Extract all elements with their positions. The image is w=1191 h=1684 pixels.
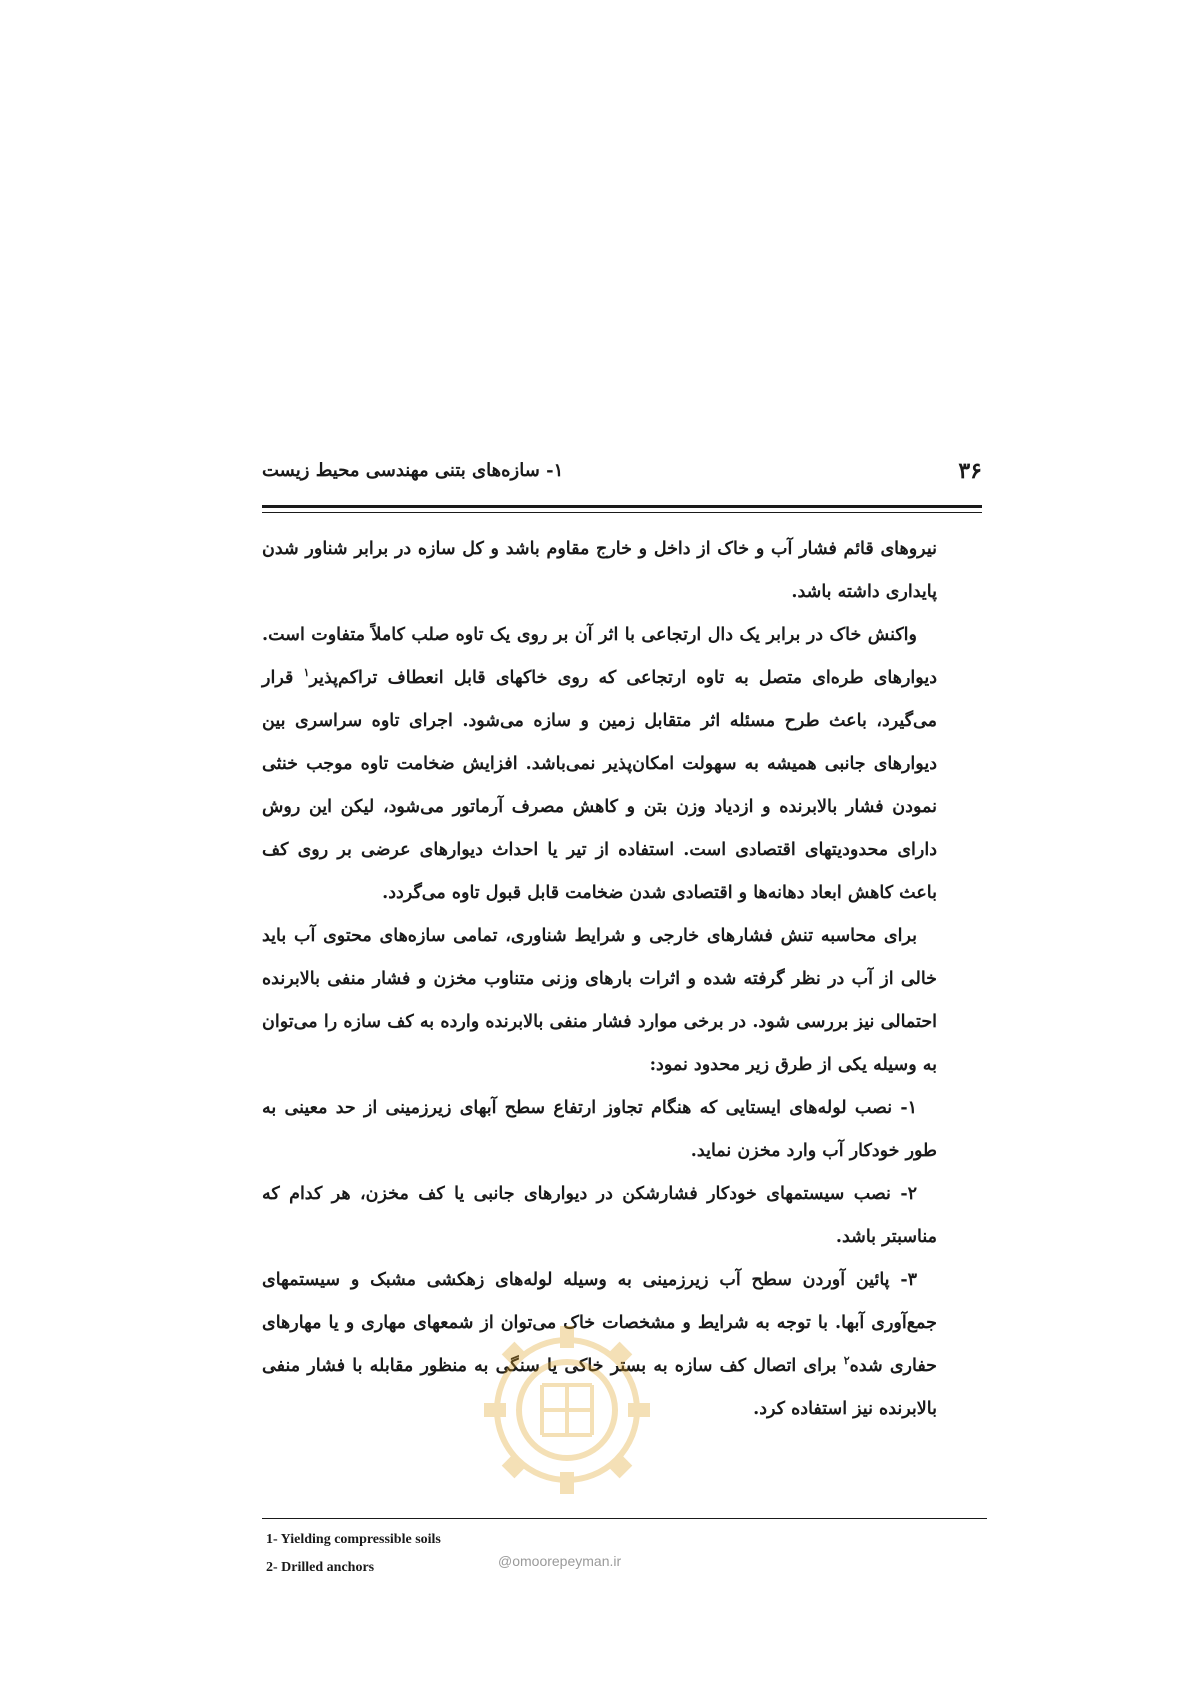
running-header	[262, 458, 982, 494]
paragraph-2-part-a: واکنش خاک در برابر یک دال ارتجاعی با اثر آن بر روی یک تاوه صلب کاملاً متفاوت است. دیوارهای طره‌ای متصل به تاوه ارتجاعی که روی خاکهای قابل انعطاف تراکم‌پذیر	[262, 625, 937, 688]
footnote-2: 2- Drilled anchors	[266, 1560, 375, 1575]
chapter-title: ۱- سازه‌های بتنی مهندسی محیط زیست	[262, 460, 564, 481]
list-item-1: ۱- نصب لوله‌های ایستایی که هنگام تجاوز ارتفاع سطح آبهای زیرزمینی از حد معینی به طور خودکار آب وارد مخزن نماید.	[262, 1098, 937, 1161]
footnote-ref-2: ۲	[843, 1354, 850, 1368]
footnote-1: 1- Yielding compressible soils	[266, 1532, 441, 1547]
list-item-3-part-b: برای اتصال کف سازه به بستر خاکی یا سنگی به منظور مقابله با فشار منفی بالابرنده نیز استفاده کرد.	[262, 1356, 937, 1419]
list-item-3-part-a: ۳- پائین آوردن سطح آب زیرزمینی به وسیله لوله‌های زهکشی مشبک و سیستمهای جمع‌آوری آبها. با توجه به شرایط و مشخصات خاک می‌توان از شمعهای مهاری و یا مهارهای حفاری شده	[262, 1270, 937, 1376]
footnote-rule	[262, 1518, 987, 1519]
footnotes	[266, 1526, 441, 1582]
list-item-3	[262, 1259, 937, 1431]
paragraph-1: نیروهای قائم فشار آب و خاک از داخل و خارج مقاوم باشد و کل سازه در برابر شناور شدن پایداری داشته باشد.	[262, 539, 937, 602]
footnote-ref-1: ۱	[303, 666, 310, 680]
paragraph-2-part-b: قرار می‌گیرد، باعث طرح مسئله اثر متقابل زمین و سازه می‌شود. اجرای تاوه سراسری بین دیوارهای جانبی همیشه به سهولت امکان‌پذیر نمی‌باشد. افزایش ضخامت تاوه موجب خنثی نمودن فشار بالابرنده و ازدیاد وزن بتن و کاهش مصرف آرماتور می‌شود، لیکن این روش دارای محدودیتهای اقتصادی است. استفاده از تیر یا احداث دیوارهای عرضی بر روی کف باعث کاهش ابعاد دهانه‌ها و اقتصادی شدن ضخامت قابل قبول تاوه می‌گردد.	[262, 668, 937, 903]
header-rule-thick	[262, 505, 982, 508]
watermark-url: @omoorepeyman.ir	[498, 1553, 622, 1569]
header-rule-thin	[262, 512, 982, 513]
paragraph-2	[262, 614, 937, 915]
page-number: ۳۶	[958, 458, 982, 484]
paragraph-3: برای محاسبه تنش فشارهای خارجی و شرایط شناوری، تمامی سازه‌های محتوی آب باید خالی از آب در نظر گرفته شده و اثرات بارهای وزنی متناوب مخزن و فشار منفی بالابرنده احتمالی نیز بررسی شود. در برخی موارد فشار منفی بالابرنده وارده به کف سازه را می‌توان به وسیله یکی از طرق زیر محدود نمود:	[262, 926, 937, 1075]
list-item-2: ۲- نصب سیستمهای خودکار فشارشکن در دیوارهای جانبی یا کف مخزن، هر کدام که مناسبتر باشد.	[262, 1184, 937, 1247]
body-text	[262, 528, 937, 1431]
